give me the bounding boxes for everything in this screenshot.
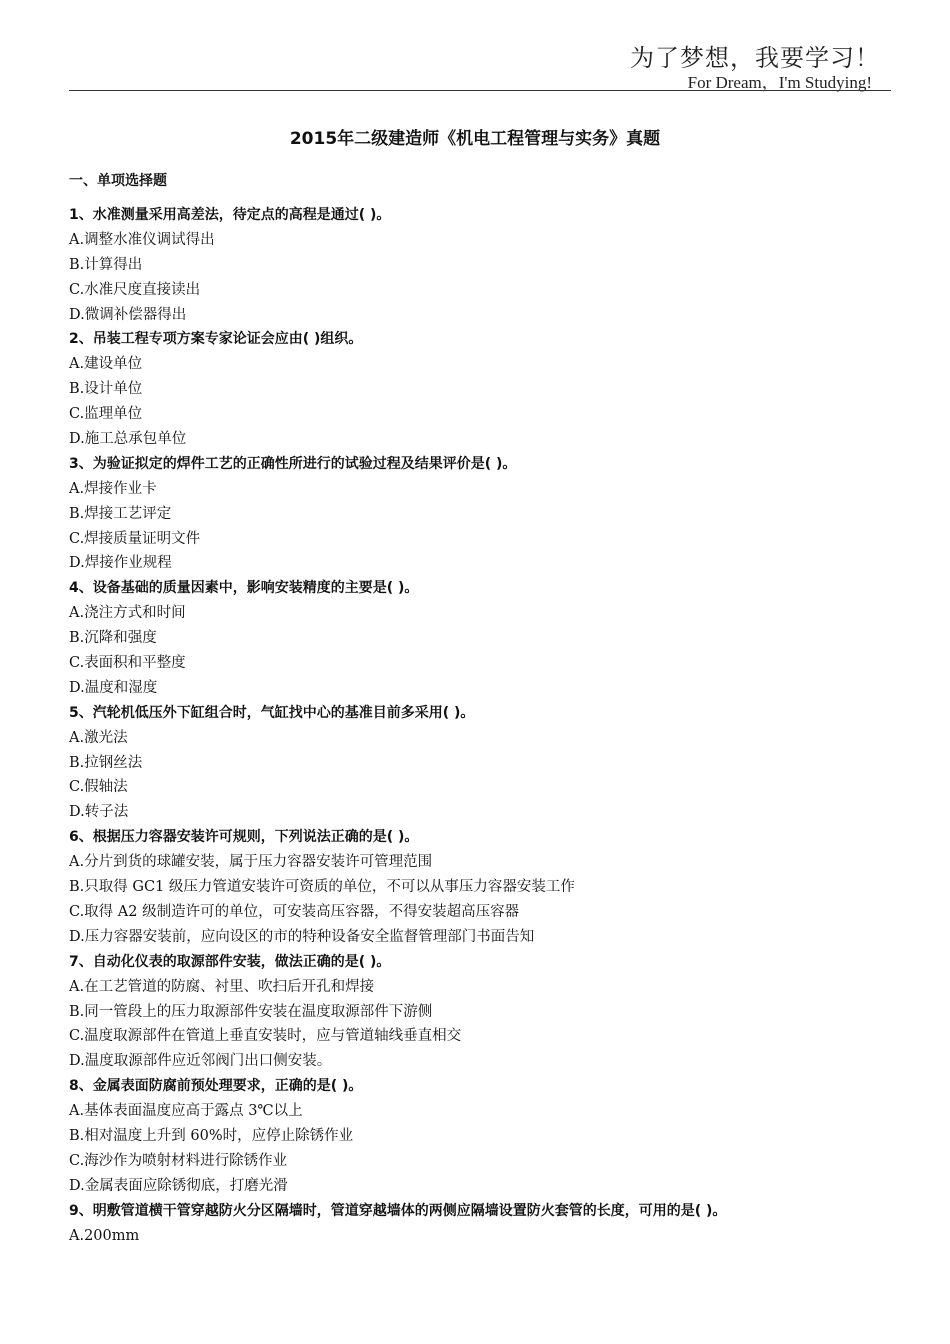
header-rule [69,90,891,91]
answer-option: B.只取得 GC1 级压力管道安装许可资质的单位，不可以从事压力容器安装工作 [69,879,575,896]
answer-option: A.建设单位 [69,356,143,373]
answer-option: B.计算得出 [69,256,143,273]
question-text: 9、明敷管道横干管穿越防火分区隔墙时，管道穿越墙体的两侧应隔墙设置防火套管的长度，可用的是( )。 [69,1202,727,1219]
answer-option: A.基体表面温度应高于露点 3℃以上 [69,1103,303,1120]
answer-option: C.温度取源部件在管道上垂直安装时，应与管道轴线垂直相交 [69,1028,462,1045]
answer-option: A.调整水准仪调试得出 [69,231,215,248]
answer-option: D.温度取源部件应近邻阀门出口侧安装。 [69,1053,332,1070]
answer-option: C.取得 A2 级制造许可的单位，可安装高压容器，不得安装超高压容器 [69,903,520,920]
question-text: 3、为验证拟定的焊件工艺的正确性所进行的试验过程及结果评价是( )。 [69,455,517,472]
answer-option: D.压力容器安装前，应向设区的市的特种设备安全监督管理部门书面告知 [69,928,535,945]
answer-option: A.激光法 [69,729,128,746]
answer-option: B.沉降和强度 [69,630,157,647]
answer-option: C.假轴法 [69,779,128,796]
question-text: 2、吊装工程专项方案专家论证会应由( )组织。 [69,331,363,348]
answer-option: A.焊接作业卡 [69,480,157,497]
answer-option: A.在工艺管道的防腐、衬里、吹扫后开孔和焊接 [69,978,375,995]
header-slogan-english: For Dream，I'm Studying! [687,73,872,92]
answer-option: D.施工总承包单位 [69,431,187,448]
document-title: 2015年二级建造师《机电工程管理与实务》真题 [289,129,661,149]
answer-option: C.表面积和平整度 [69,655,186,672]
question-text: 8、金属表面防腐前预处理要求，正确的是( )。 [69,1078,363,1095]
answer-option: D.温度和湿度 [69,679,158,696]
question-text: 6、根据压力容器安装许可规则，下列说法正确的是( )。 [69,829,419,846]
answer-option: B.设计单位 [69,381,143,398]
header-slogan: 为了梦想，我要学习！ [630,44,880,72]
answer-option: C.监理单位 [69,406,143,423]
answer-option: D.焊接作业规程 [69,555,172,572]
answer-option: D.转子法 [69,804,129,821]
question-text: 1、水准测量采用高差法，待定点的高程是通过( )。 [69,207,391,223]
answer-option: A.浇注方式和时间 [69,605,186,622]
answer-option: D.微调补偿器得出 [69,306,187,323]
answer-option: B.焊接工艺评定 [69,505,172,522]
question-text: 7、自动化仪表的取源部件安装，做法正确的是( )。 [69,953,391,970]
answer-option: A.200mm [69,1227,140,1244]
question-text: 4、设备基础的质量因素中，影响安装精度的主要是( )。 [69,580,419,597]
answer-option: D.金属表面应除锈彻底，打磨光滑 [69,1177,288,1194]
answer-option: A.分片到货的球罐安装，属于压力容器安装许可管理范围 [69,854,433,871]
section-heading: 一、单项选择题 [69,173,167,189]
answer-option: C.水准尺度直接读出 [69,281,201,298]
answer-option: C.海沙作为喷射材料进行除锈作业 [69,1152,288,1169]
answer-option: B.拉钢丝法 [69,754,143,771]
answer-option: C.焊接质量证明文件 [69,530,201,547]
question-text: 5、汽轮机低压外下缸组合时，气缸找中心的基准目前多采用( )。 [69,704,475,721]
answer-option: B.相对温度上升到 60%时，应停止除锈作业 [69,1127,354,1144]
answer-option: B.同一管段上的压力取源部件安装在温度取源部件下游侧 [69,1003,433,1020]
question-list [69,203,889,1248]
